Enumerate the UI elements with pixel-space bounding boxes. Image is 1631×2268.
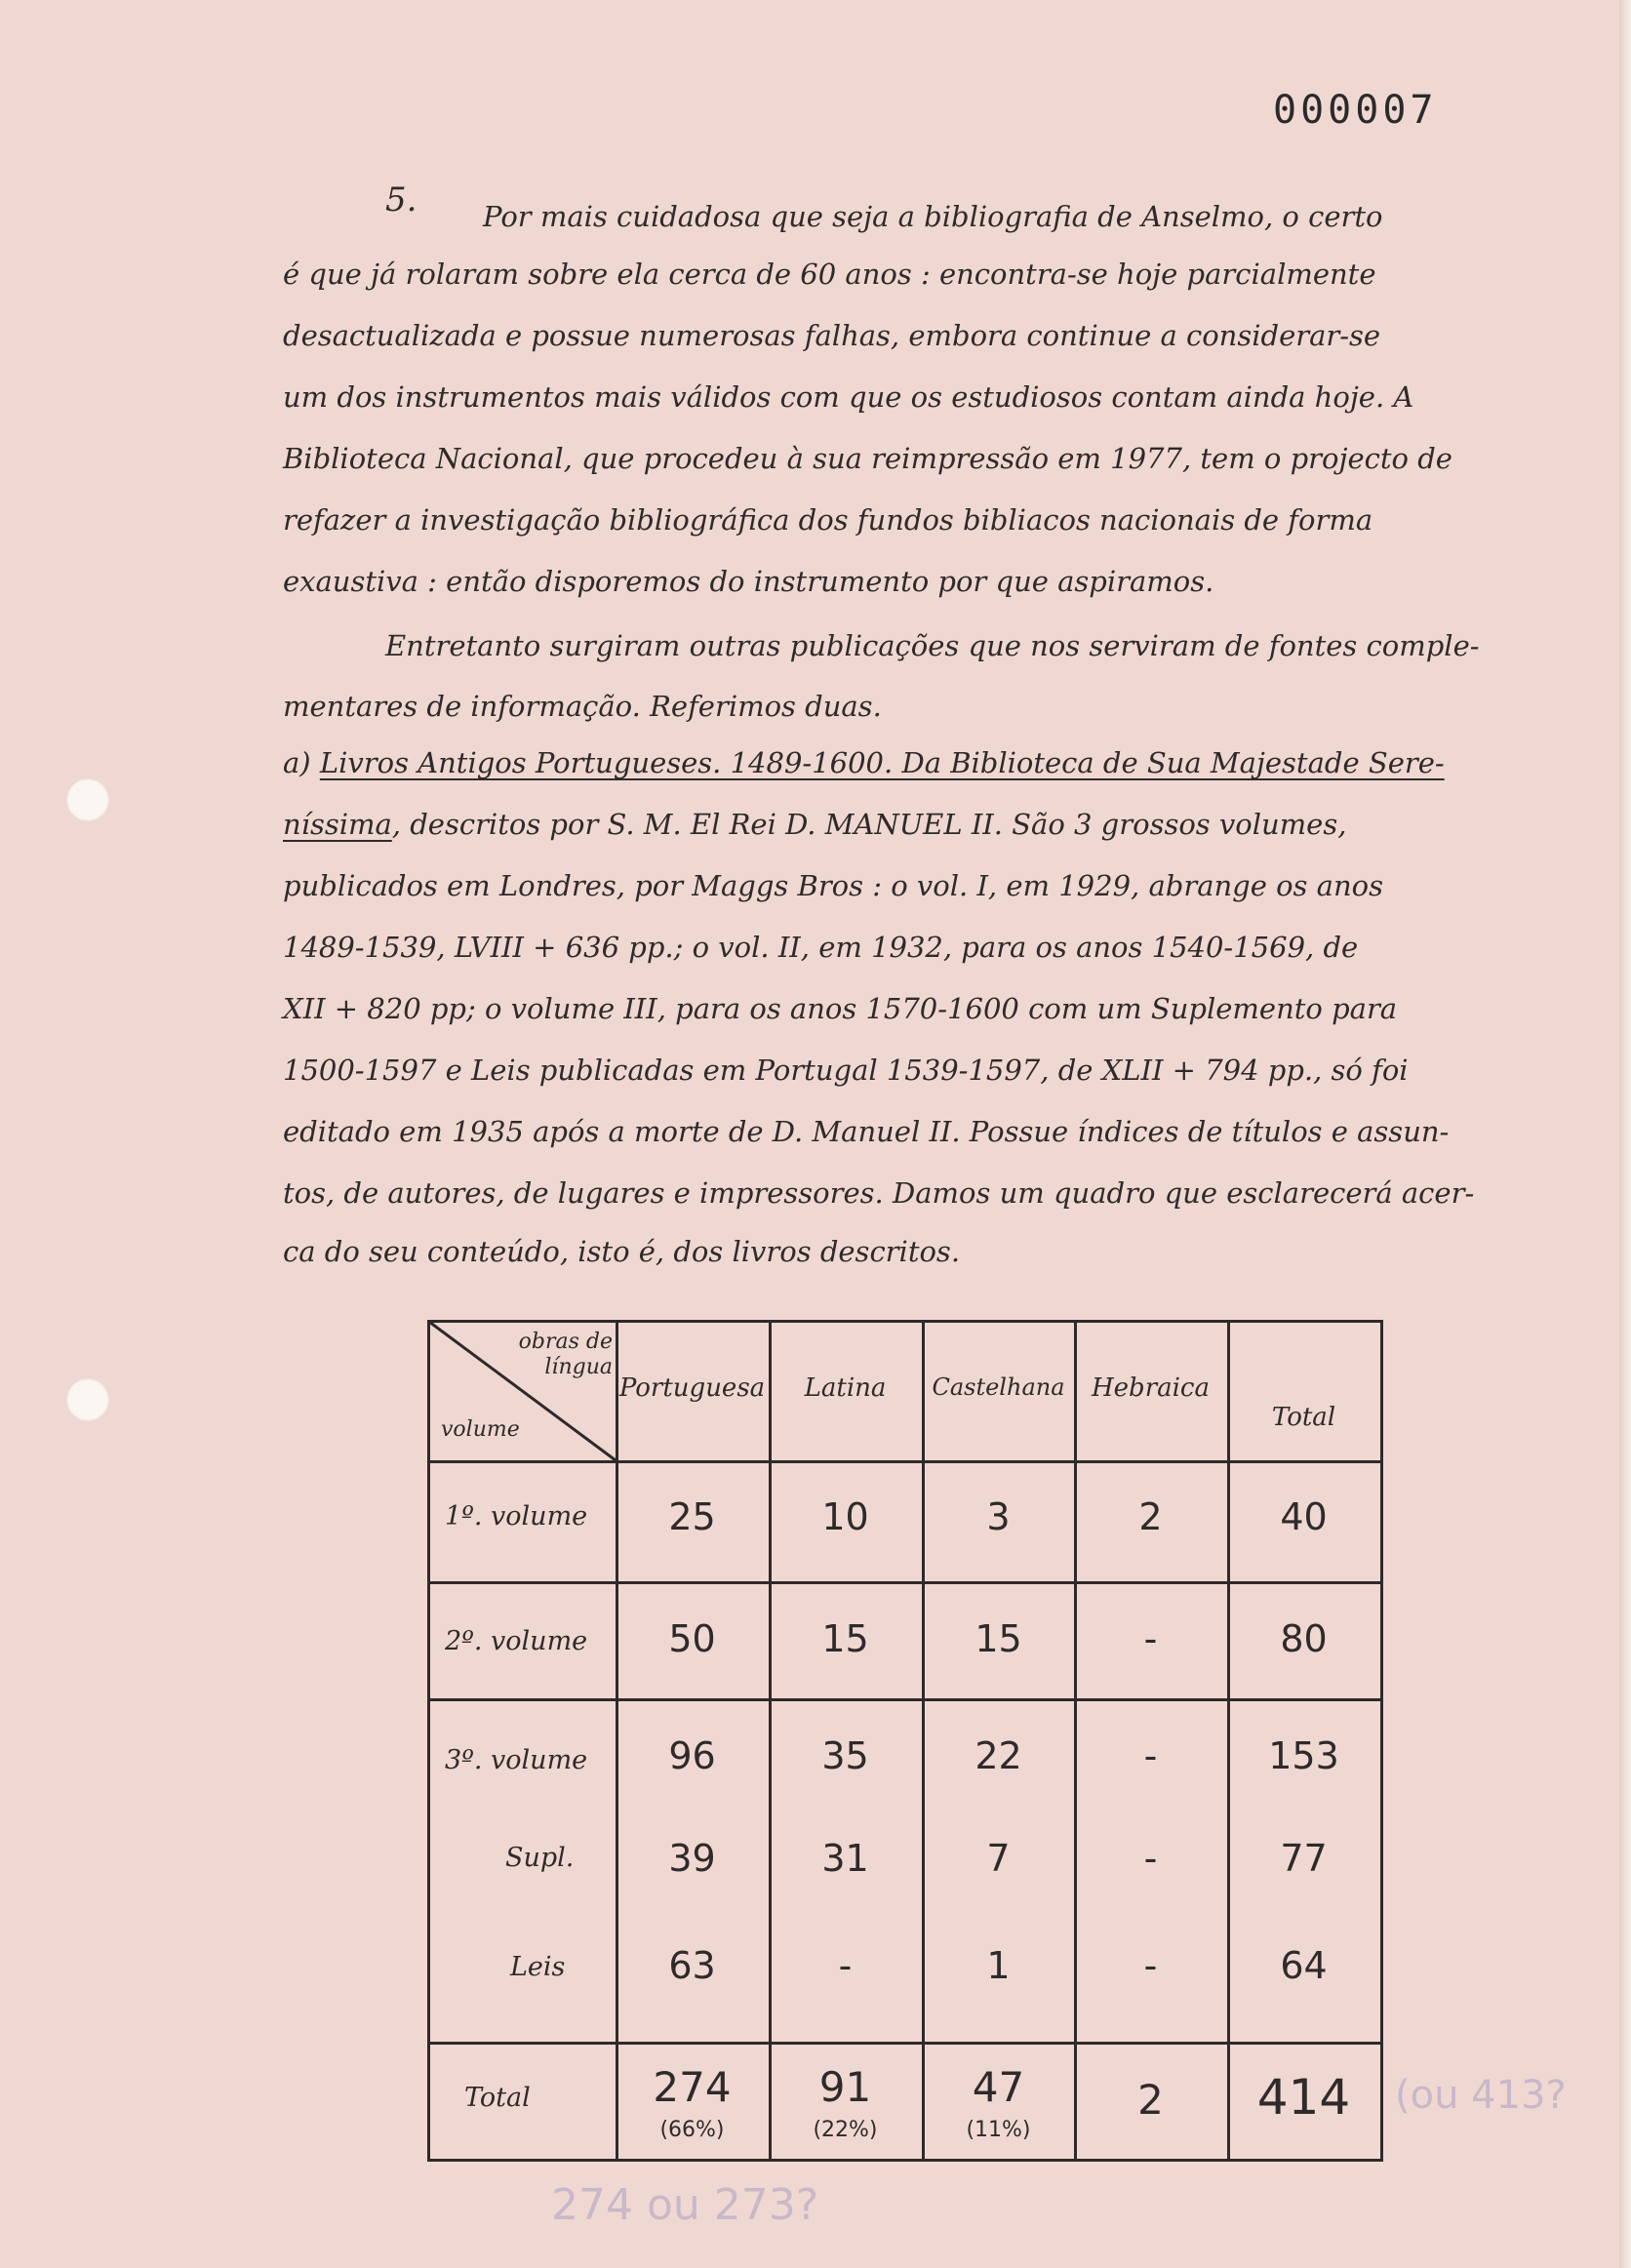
table-cell: 10	[821, 1495, 869, 1538]
punch-hole-top	[66, 778, 109, 821]
column-header: Latina	[804, 1373, 887, 1403]
table-cell: 96	[668, 1734, 716, 1777]
bottom-annotation: 274 ou 273?	[551, 2180, 819, 2230]
section-number: 5.	[385, 180, 418, 219]
margin-annotation: (ou 413?	[1395, 2073, 1567, 2118]
table-cell: 40	[1280, 1495, 1328, 1538]
row-label: 1º. volume	[445, 1501, 588, 1532]
item-a-text: , descritos por S. M. El Rei D. MANUEL II. São 3 grossos volumes,	[391, 808, 1347, 841]
volumes-table	[427, 1320, 1383, 2161]
item-a-title-cont: níssima	[283, 808, 392, 841]
total-cell: 414	[1256, 2069, 1351, 2126]
paragraph-line: exaustiva : então disporemos do instrumento por que aspiramos.	[283, 565, 1214, 598]
paragraph-line: Biblioteca Nacional, que procedeu à sua reimpressão em 1977, tem o projecto de	[283, 442, 1452, 475]
paragraph-line: um dos instrumentos mais válidos com que os estudiosos contam ainda hoje. A	[283, 380, 1414, 414]
item-a-line: 1489-1539, LVIII + 636 pp.; o vol. II, em 1932, para os anos 1540-1569, de	[283, 931, 1359, 964]
total-percent: (22%)	[813, 2118, 878, 2142]
row-label: Leis	[510, 1952, 566, 1982]
document-number: 000007	[1273, 88, 1438, 133]
item-a-line: tos, de autores, de lugares e impressores. Damos um quadro que esclarecerá acer-	[283, 1176, 1475, 1210]
paragraph-line: mentares de informação. Referimos duas.	[283, 690, 882, 723]
total-percent: (11%)	[966, 2118, 1031, 2142]
table-cell: 2	[1138, 1495, 1163, 1538]
paragraph-line: Entretanto surgiram outras publicações que nos serviram de fontes comple-	[385, 629, 1480, 662]
table-cell: 25	[668, 1495, 716, 1538]
total-cell: 274	[653, 2063, 732, 2111]
paragraph-line: refazer a investigação bibliográfica dos fundos bibliacos nacionais de forma	[283, 503, 1373, 537]
item-a-line: publicados em Londres, por Maggs Bros : o vol. I, em 1929, abrange os anos	[283, 869, 1383, 902]
row-label: 2º. volume	[445, 1626, 588, 1656]
corner-top-label: obras de língua	[518, 1330, 613, 1379]
table-cell: 31	[821, 1837, 869, 1880]
table-rule	[1380, 1320, 1383, 2161]
table-cell: 63	[668, 1944, 716, 1987]
table-rule	[427, 2042, 1383, 2045]
total-cell: 91	[818, 2063, 872, 2111]
column-header: Hebraica	[1091, 1373, 1210, 1403]
table-cell: 7	[986, 1837, 1011, 1880]
table-cell: 80	[1280, 1617, 1328, 1660]
total-percent: (66%)	[659, 2118, 725, 2142]
total-cell: 2	[1137, 2076, 1164, 2124]
column-header: Portuguesa	[618, 1373, 766, 1403]
corner-bottom-label: volume	[441, 1417, 520, 1442]
table-rule	[427, 1698, 1383, 1701]
total-row-label: Total	[464, 2083, 531, 2113]
paragraph-line: desactualizada e possue numerosas falhas, embora continue a considerar-se	[283, 319, 1381, 352]
table-cell: -	[1143, 1837, 1158, 1880]
row-label: 3º. volume	[445, 1745, 588, 1775]
column-header: Castelhana	[932, 1373, 1065, 1401]
table-cell: 64	[1280, 1944, 1328, 1987]
paragraph-line: Por mais cuidadosa que seja a bibliografia de Anselmo, o certo	[483, 200, 1383, 233]
table-cell: -	[1143, 1944, 1158, 1987]
item-a-line: 1500-1597 e Leis publicadas em Portugal 1539-1597, de XLII + 794 pp., só foi	[283, 1054, 1409, 1087]
column-header: Total	[1271, 1403, 1336, 1432]
table-cell: 35	[821, 1734, 869, 1777]
table-cell: 39	[668, 1837, 716, 1880]
table-cell: 15	[821, 1617, 869, 1660]
page-edge	[1619, 0, 1631, 2268]
table-cell: 77	[1280, 1837, 1328, 1880]
table-cell: 22	[975, 1734, 1022, 1777]
table-cell: 15	[975, 1617, 1022, 1660]
row-label: Supl.	[505, 1843, 575, 1873]
table-cell: -	[1143, 1617, 1158, 1660]
total-cell: 47	[972, 2063, 1025, 2111]
item-a-title: Livros Antigos Portugueses. 1489-1600. Da Biblioteca de Sua Majestade Sere-	[319, 746, 1445, 779]
paragraph-line: é que já rolaram sobre ela cerca de 60 anos : encontra-se hoje parcialmente	[283, 258, 1376, 291]
table-cell: 3	[986, 1495, 1011, 1538]
item-a-line: ca do seu conteúdo, isto é, dos livros descritos.	[283, 1235, 961, 1268]
table-cell: 50	[668, 1617, 716, 1660]
table-cell: 1	[986, 1944, 1011, 1987]
item-a-label: a)	[283, 746, 311, 779]
item-a-line	[283, 808, 1541, 841]
punch-hole-bottom	[66, 1378, 109, 1421]
table-cell: -	[1143, 1734, 1158, 1777]
item-a-line	[283, 746, 1541, 779]
table-rule	[427, 2159, 1383, 2162]
table-rule	[427, 1581, 1383, 1584]
item-a-line: XII + 820 pp; o volume III, para os anos 1570-1600 com um Suplemento para	[283, 992, 1398, 1025]
table-cell: -	[838, 1944, 853, 1987]
item-a-line: editado em 1935 após a morte de D. Manuel II. Possue índices de títulos e assun-	[283, 1115, 1450, 1148]
table-cell: 153	[1268, 1734, 1339, 1777]
